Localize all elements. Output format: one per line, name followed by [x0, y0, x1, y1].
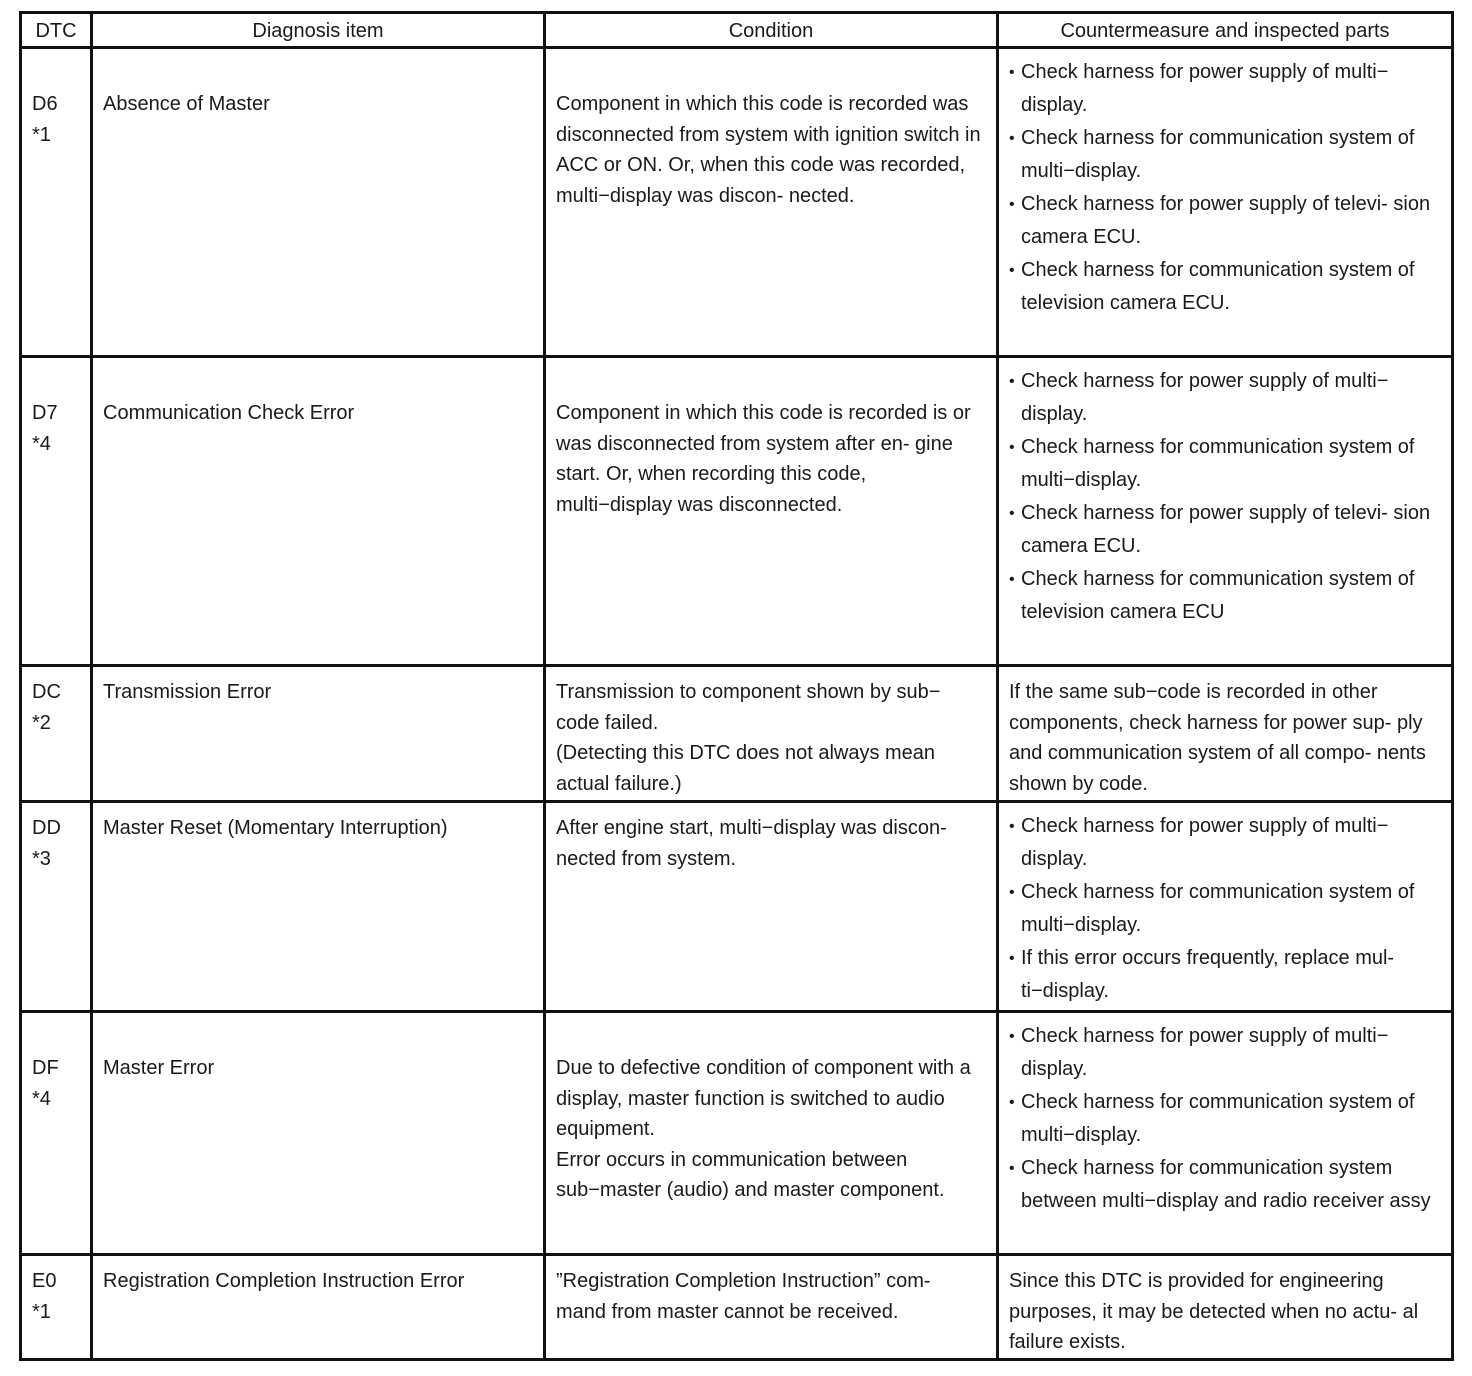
countermeasure-text: Check harness for power supply of televi- sion camera ECU.	[1021, 502, 1431, 557]
bullet-icon: •	[1009, 1160, 1015, 1177]
condition-cell	[545, 802, 998, 1012]
dtc-code: E0	[32, 1270, 57, 1292]
countermeasure-item	[1009, 1152, 1443, 1218]
bullet-icon: •	[1009, 884, 1015, 901]
countermeasure-item	[1009, 431, 1443, 497]
countermeasure-list	[999, 358, 1451, 629]
dtc-note: *4	[32, 1087, 51, 1110]
bullet-icon: •	[1009, 505, 1015, 522]
condition-cell	[545, 357, 998, 666]
countermeasure-item	[1009, 497, 1443, 563]
bullet-icon: •	[1009, 950, 1015, 967]
condition-text: Transmission to component shown by sub− code failed.	[556, 681, 941, 734]
bullet-icon: •	[1009, 262, 1015, 279]
dtc-code: D6	[32, 93, 58, 115]
dtc-note: *4	[32, 432, 51, 455]
dtc-code-cell	[21, 48, 92, 357]
condition-text: (Detecting this DTC does not always mean actual failure.)	[556, 742, 936, 795]
table-row	[21, 1012, 1453, 1255]
countermeasure-text: If the same sub−code is recorded in other components, check harness for power sup- ply and communication system of all compo- nents shown by code.	[1009, 681, 1426, 795]
countermeasure-text: If this error occurs frequently, replace mul- ti−display.	[1021, 947, 1395, 1002]
bullet-icon: •	[1009, 373, 1015, 390]
countermeasure-text: Check harness for communication system of television camera ECU.	[1021, 259, 1415, 314]
countermeasure-item	[1009, 188, 1443, 254]
condition-cell	[545, 1012, 998, 1255]
bullet-icon: •	[1009, 130, 1015, 147]
dtc-code: DC	[32, 681, 61, 703]
countermeasure-text: Check harness for power supply of multi− display.	[1021, 61, 1389, 116]
diagnosis-item: Transmission Error	[103, 681, 272, 703]
countermeasure-item	[1009, 365, 1443, 431]
diagnosis-item: Master Reset (Momentary Interruption)	[103, 817, 448, 839]
condition-cell	[545, 666, 998, 802]
condition-text: After engine start, multi−display was discon- nected from system.	[556, 817, 947, 870]
condition-text: Due to defective condition of component with a display, master function is switched to audio equipment.	[556, 1057, 971, 1140]
bullet-icon: •	[1009, 1094, 1015, 1111]
condition-cell	[545, 48, 998, 357]
dtc-code-cell	[21, 1012, 92, 1255]
table-header-row	[21, 13, 1453, 48]
dtc-code: D7	[32, 402, 58, 424]
countermeasure-item	[1009, 1020, 1443, 1086]
dtc-note: *3	[32, 847, 51, 870]
countermeasure-cell	[998, 48, 1453, 357]
bullet-icon: •	[1009, 439, 1015, 456]
diagnosis-item-cell	[92, 802, 545, 1012]
countermeasure-text: Check harness for communication system of multi−display.	[1021, 436, 1415, 491]
countermeasure-text: Check harness for communication system of multi−display.	[1021, 881, 1415, 936]
countermeasure-item	[1009, 810, 1443, 876]
diagnosis-item-cell	[92, 1255, 545, 1360]
condition-text: ”Registration Completion Instruction” com- mand from master cannot be received.	[556, 1270, 931, 1323]
bullet-icon: •	[1009, 196, 1015, 213]
dtc-table	[19, 11, 1454, 1361]
diagnosis-item-cell	[92, 1012, 545, 1255]
bullet-icon: •	[1009, 1028, 1015, 1045]
diagnosis-item: Registration Completion Instruction Error	[103, 1270, 465, 1292]
countermeasure-text: Check harness for power supply of multi− display.	[1021, 370, 1389, 425]
dtc-code: DF	[32, 1057, 59, 1079]
countermeasure-item	[1009, 1086, 1443, 1152]
dtc-note: *1	[32, 123, 51, 146]
countermeasure-text: Check harness for power supply of multi− display.	[1021, 815, 1389, 870]
dtc-note: *1	[32, 1300, 51, 1323]
dtc-code-cell	[21, 666, 92, 802]
countermeasure-text: Check harness for communication system of multi−display.	[1021, 1091, 1415, 1146]
countermeasure-item	[1009, 563, 1443, 629]
countermeasure-text: Check harness for communication system between multi−display and radio receiver assy	[1021, 1157, 1431, 1212]
dtc-code-cell	[21, 802, 92, 1012]
bullet-icon: •	[1009, 64, 1015, 81]
diagnosis-item-cell	[92, 357, 545, 666]
condition-text: Component in which this code is recorded was disconnected from system with ignition switch in ACC or ON. Or, when this code was recorded, multi−display was discon- nected.	[556, 93, 981, 207]
countermeasure-text: Check harness for communication system of television camera ECU	[1021, 568, 1415, 623]
countermeasure-item	[1009, 56, 1443, 122]
table-row	[21, 357, 1453, 666]
dtc-code-cell	[21, 357, 92, 666]
countermeasure-list	[999, 1013, 1451, 1218]
table-row	[21, 1255, 1453, 1360]
countermeasure-cell	[998, 666, 1453, 802]
dtc-code: DD	[32, 817, 61, 839]
table-row	[21, 666, 1453, 802]
condition-text: Component in which this code is recorded is or was disconnected from system after en- gine start. Or, when recording this code, multi−display was disconnected.	[556, 402, 971, 516]
countermeasure-cell	[998, 1012, 1453, 1255]
diagnosis-item: Absence of Master	[103, 93, 270, 115]
condition-text: Error occurs in communication between sub−master (audio) and master component.	[556, 1148, 945, 1201]
countermeasure-item	[1009, 122, 1443, 188]
diagnosis-item-cell	[92, 666, 545, 802]
condition-cell	[545, 1255, 998, 1360]
countermeasure-item	[1009, 254, 1443, 320]
dtc-note: *2	[32, 711, 51, 734]
countermeasure-list	[999, 49, 1451, 320]
countermeasure-list	[999, 803, 1451, 1008]
countermeasure-cell	[998, 357, 1453, 666]
diagnosis-item-cell	[92, 48, 545, 357]
countermeasure-cell	[998, 1255, 1453, 1360]
header-dtc: DTC	[21, 13, 92, 48]
diagnosis-item: Master Error	[103, 1057, 215, 1079]
countermeasure-item	[1009, 942, 1443, 1008]
dtc-code-cell	[21, 1255, 92, 1360]
header-condition: Condition	[545, 13, 998, 48]
countermeasure-text: Check harness for power supply of televi- sion camera ECU.	[1021, 193, 1431, 248]
countermeasure-item	[1009, 876, 1443, 942]
diagnosis-item: Communication Check Error	[103, 402, 355, 424]
bullet-icon: •	[1009, 818, 1015, 835]
bullet-icon: •	[1009, 571, 1015, 588]
countermeasure-cell	[998, 802, 1453, 1012]
header-countermeasure: Countermeasure and inspected parts	[998, 13, 1453, 48]
countermeasure-text: Since this DTC is provided for engineering purposes, it may be detected when no actu- al failure exists.	[1009, 1270, 1419, 1353]
header-diagnosis-item: Diagnosis item	[92, 13, 545, 48]
countermeasure-text: Check harness for power supply of multi− display.	[1021, 1025, 1389, 1080]
countermeasure-text: Check harness for communication system of multi−display.	[1021, 127, 1415, 182]
table-row	[21, 48, 1453, 357]
table-row	[21, 802, 1453, 1012]
